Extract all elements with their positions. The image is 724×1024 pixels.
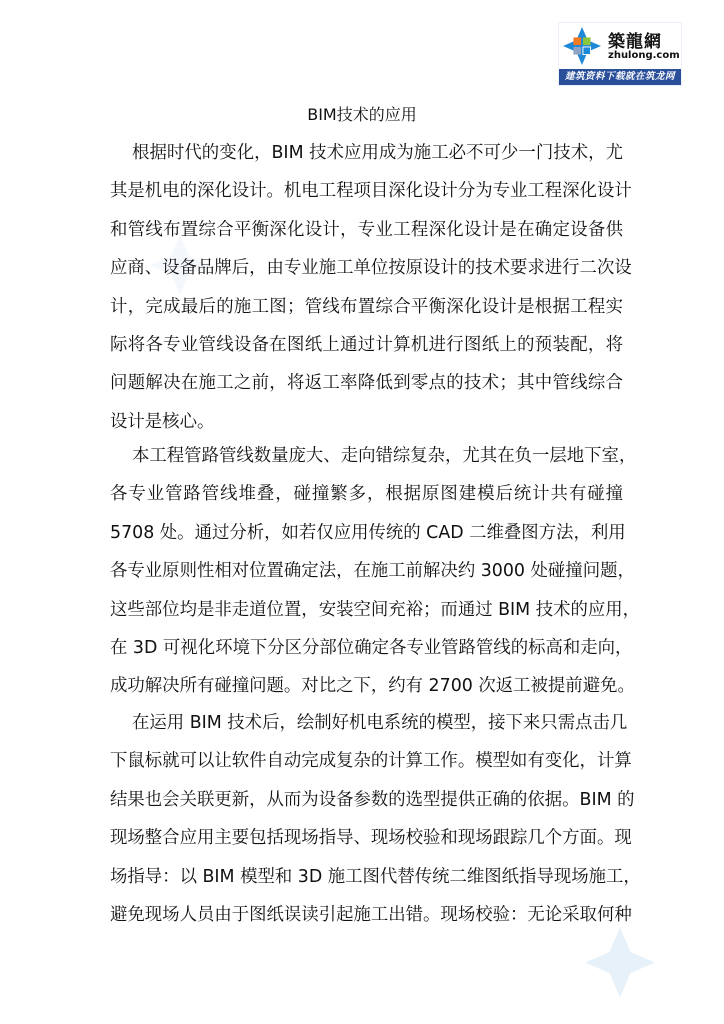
zhulong-logo: [558, 22, 682, 86]
paragraph-2: [110, 437, 641, 706]
text-line: 际将各专业管线设备在图纸上通过计算机进行图纸上的预装配，将: [110, 334, 623, 355]
text-line: 成功解决所有碰撞问题。对比之下，约有 2700 次返工被提前避免。: [110, 676, 635, 697]
logo-domain: zhulong.com: [608, 50, 680, 61]
logo-name: 築龍網: [608, 32, 662, 52]
text-line: 避免现场人员由于图纸误读引起施工出错。现场校验：无论采取何种: [110, 904, 632, 925]
text-line: 在运用 BIM 技术后，绘制好机电系统的模型，接下来只需点击几: [132, 713, 628, 733]
text-line: 场指导：以 BIM 模型和 3D 施工图代替传统二维图纸指导现场施工，: [110, 866, 641, 887]
text-line: 根据时代的变化，BIM 技术应用成为施工必不可少一门技术，尤: [132, 143, 623, 163]
paragraph-3: [110, 704, 641, 934]
text-line: 这些部位均是非走道位置，安装空间充裕；而通过 BIM 技术的应用，: [110, 599, 641, 620]
text-line: 本工程管路管线数量庞大、走向错综复杂，尤其在负一层地下室，: [132, 446, 637, 466]
text-line: 结果也会关联更新，从而为设备参数的选型提供正确的依据。BIM 的: [110, 789, 635, 810]
paragraph-1: [110, 134, 632, 441]
text-line: 在 3D 可视化环境下分区分部位确定各专业管路管线的标高和走向，: [110, 637, 633, 658]
text-line: 问题解决在施工之前，将返工率降低到零点的技术；其中管线综合: [110, 373, 623, 394]
text-line: 各专业管路管线堆叠，碰撞繁多，根据原图建模后统计共有碰撞: [110, 484, 623, 505]
zhulong-logo-mark-icon: [563, 27, 601, 65]
document-title: BIM技术的应用: [307, 105, 417, 124]
text-line: 5708 处。通过分析，如若仅应用传统的 CAD 二维叠图方法，利用: [110, 522, 626, 543]
text-line: 下鼠标就可以让软件自动完成复杂的计算工作。模型如有变化，计算: [110, 751, 632, 772]
text-line: 计，完成最后的施工图；管线布置综合平衡深化设计是根据工程实: [110, 296, 623, 317]
text-line: 和管线布置综合平衡深化设计，专业工程深化设计是在确定设备供: [110, 219, 623, 240]
text-line: 应商、设备品牌后，由专业施工单位按原设计的技术要求进行二次设: [110, 258, 632, 279]
text-line: 现场整合应用主要包括现场指导、现场校验和现场跟踪几个方面。现: [110, 828, 632, 849]
text-line: 其是机电的深化设计。机电工程项目深化设计分为专业工程深化设计: [110, 181, 632, 202]
text-line: 各专业原则性相对位置确定法，在施工前解决约 3000 处碰撞问题，: [110, 561, 635, 582]
logo-slogan: 建筑资料下载就在筑龙网: [559, 69, 681, 85]
text-line: 设计是核心。: [110, 411, 215, 432]
watermark-icon: [585, 925, 655, 1000]
